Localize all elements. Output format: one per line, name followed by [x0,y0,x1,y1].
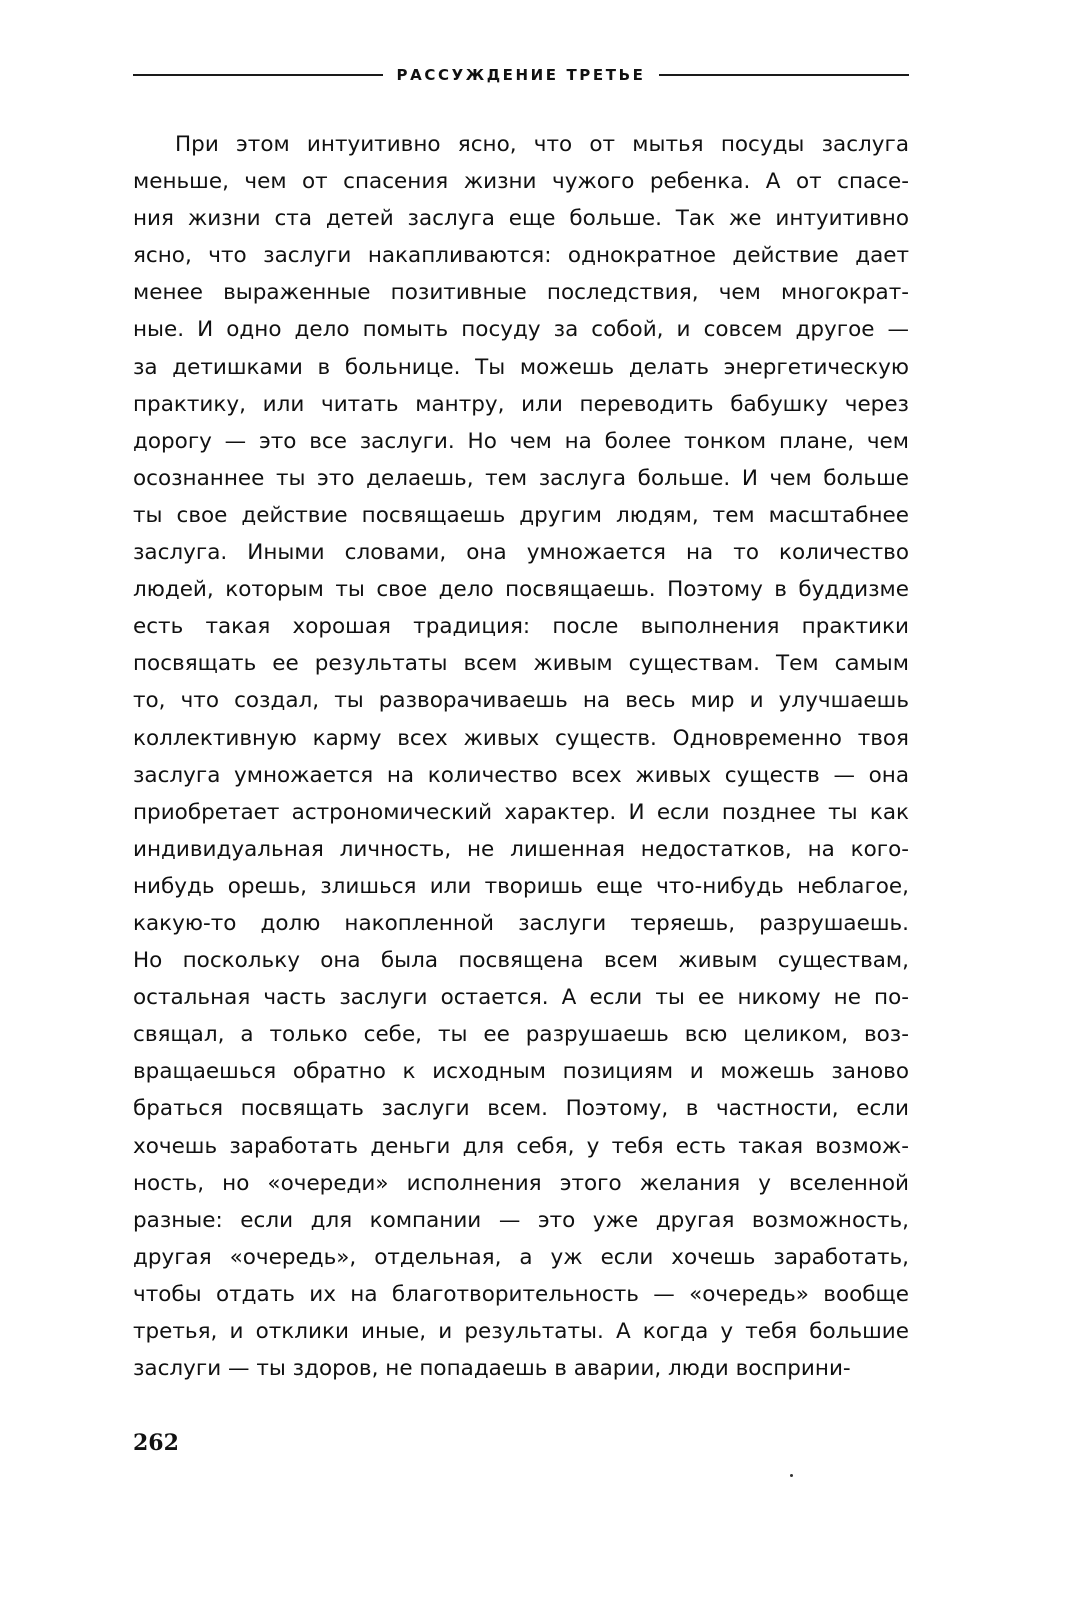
text-line: за детишками в больнице. Ты можешь делать энергетическую [133,354,909,380]
body-paragraph [133,126,909,1387]
text-line: практику, или читать мантру, или переводить бабушку через [133,391,909,417]
text-line: заслуги — ты здоров, не попадаешь в аварии, люди восприни- [133,1356,851,1382]
text-line: какую-то долю накопленной заслуги теряешь, разрушаешь. [133,910,909,936]
text-line: меньше, чем от спасения жизни чужого ребенка. А от спасе- [133,169,909,195]
text-line: коллективную карму всех живых существ. Одновременно твоя [133,725,909,751]
text-line: браться посвящать заслуги всем. Поэтому, в частности, если [133,1096,909,1122]
text-line: другая «очередь», отдельная, а уж если хочешь заработать, [133,1244,909,1270]
page-number: 262 [133,1430,179,1456]
text-line: ния жизни ста детей заслуга еще больше. Так же интуитивно [133,206,909,232]
text-line: чтобы отдать их на благотворительность — «очередь» вообще [133,1281,909,1307]
text-line: третья, и отклики иные, и результаты. А когда у тебя большие [133,1319,909,1344]
text-line: людей, которым ты свое дело посвящаешь. Поэтому в буддизме [133,577,909,603]
header-rule-right [659,74,909,76]
text-line: При этом интуитивно ясно, что от мытья посуды заслуга [175,132,909,157]
text-line: заслуга умножается на количество всех живых существ — она [133,762,909,788]
header-rule-left [133,74,383,76]
print-speck [790,1474,793,1477]
text-line: менее выраженные позитивные последствия, чем многократ- [133,280,909,306]
text-line: остальная часть заслуги остается. А если ты ее никому не по- [133,985,909,1011]
text-line: то, что создал, ты разворачиваешь на весь мир и улучшаешь [133,688,909,714]
text-line: ясно, что заслуги накапливаются: однократное действие дает [133,243,909,269]
text-line: Но поскольку она была посвящена всем живым существам, [133,948,909,974]
text-line: есть такая хорошая традиция: после выполнения практики [133,614,909,640]
running-header-title: РАССУЖДЕНИЕ ТРЕТЬЕ [396,66,646,84]
text-line: осознаннее ты это делаешь, тем заслуга больше. И чем больше [133,465,909,491]
text-line: вращаешься обратно к исходным позициям и можешь заново [133,1059,909,1085]
text-line: посвящать ее результаты всем живым существам. Тем самым [133,651,909,677]
text-line: свящал, а только себе, ты ее разрушаешь всю целиком, воз- [133,1022,909,1048]
text-line: ты свое действие посвящаешь другим людям, тем масштабнее [133,502,909,528]
text-line: нибудь орешь, злишься или творишь еще что-нибудь неблагое, [133,873,909,899]
text-line: хочешь заработать деньги для себя, у тебя есть такая возмож- [133,1133,909,1159]
text-line: индивидуальная личность, не лишенная недостатков, на кого- [133,836,909,862]
running-header [133,62,909,88]
text-line: ность, но «очереди» исполнения этого желания у вселенной [133,1170,909,1196]
text-line: дорогу — это все заслуги. Но чем на более тонком плане, чем [133,428,909,454]
text-line: заслуга. Иными словами, она умножается на то количество [133,540,909,566]
text-line: ные. И одно дело помыть посуду за собой, и совсем другое — [133,317,909,343]
text-line: приобретает астрономический характер. И если позднее ты как [133,799,909,825]
text-line: разные: если для компании — это уже другая возможность, [133,1207,909,1233]
